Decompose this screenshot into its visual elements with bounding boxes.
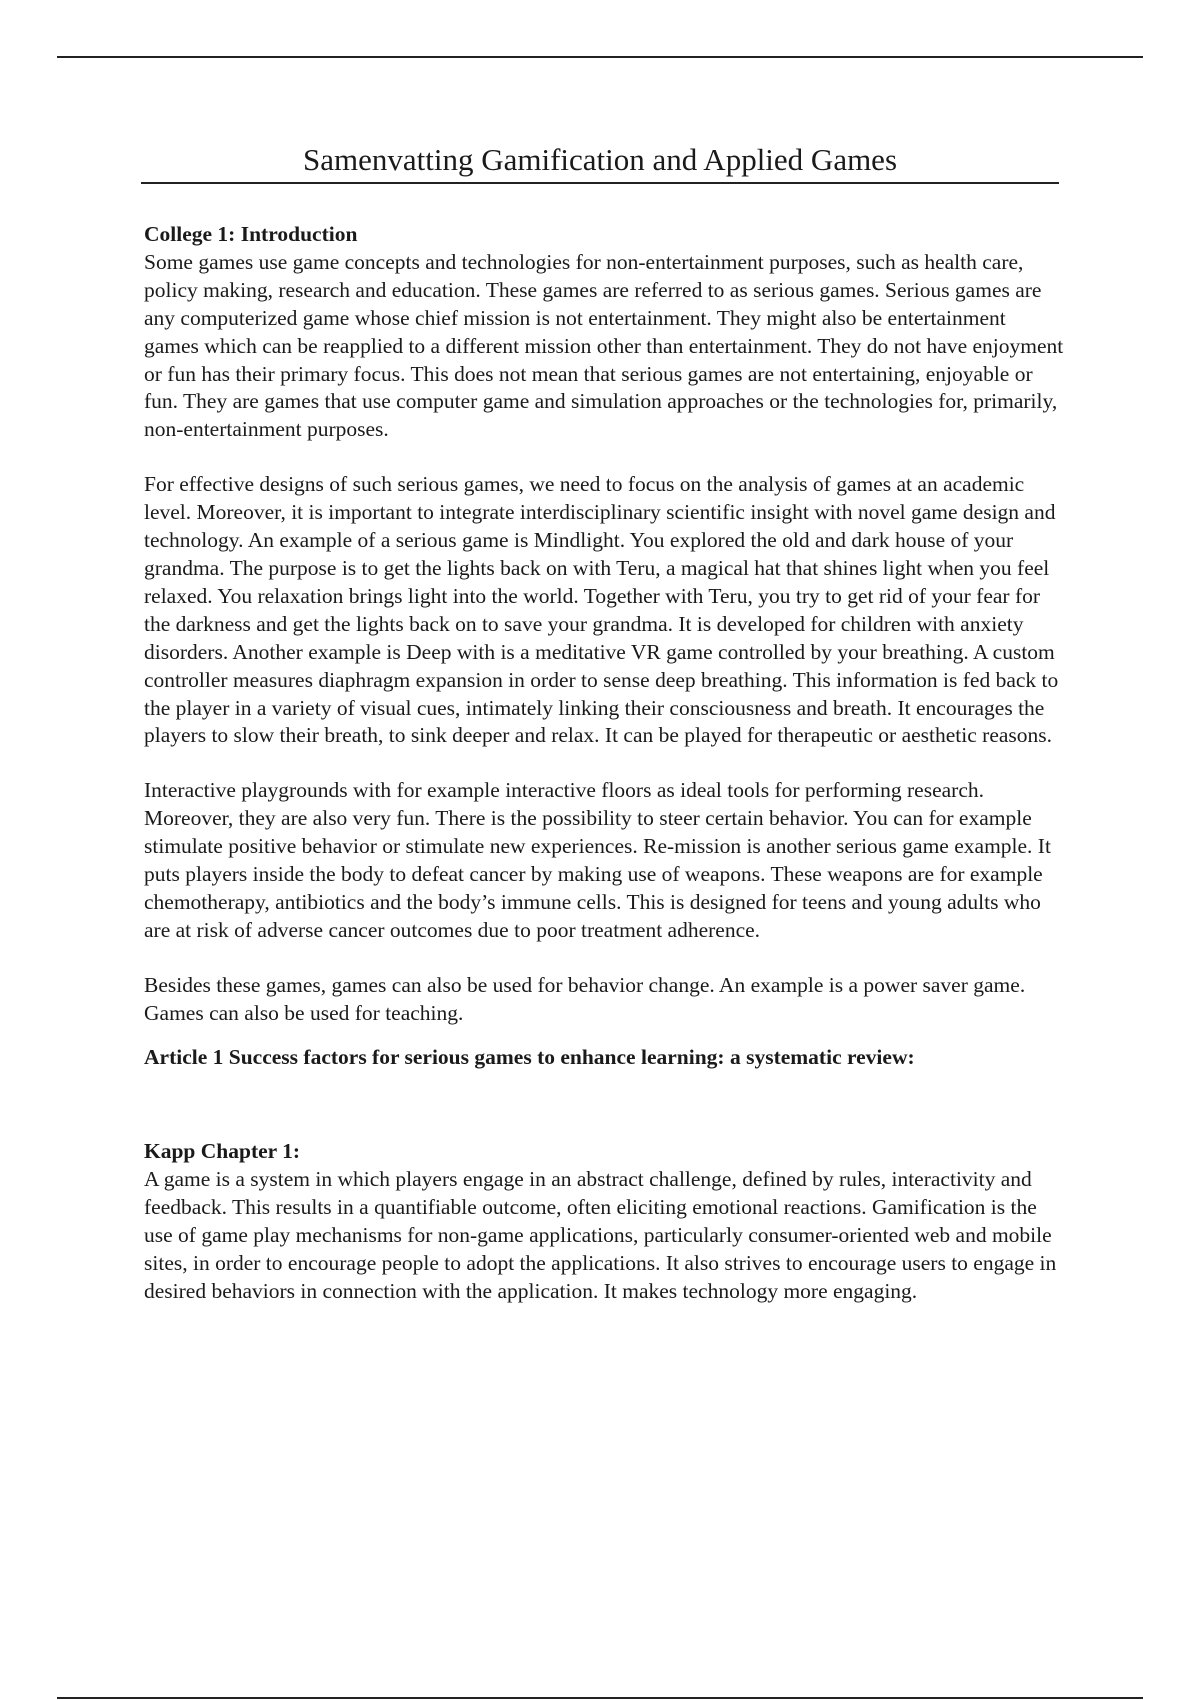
paragraph-college-1-3: Interactive playgrounds with for example interactive floors as ideal tools for performing research. Moreover, they are also very fun. There is the possibility to steer certain behavior. You can for example stimulate positive behavior or stimulate new experiences. Re-mission is another serious game example. It puts players inside the body to defeat cancer by making use of weapons. These weapons are for example chemotherapy, antibiotics and the body’s immune cells. This is designed for teens and young adults who are at risk of adverse cancer outcomes due to poor treatment adherence. [144, 778, 1051, 942]
paragraph-kapp-chapter-1-1: A game is a system in which players engage in an abstract challenge, defined by rules, interactivity and feedback. This results in a quantifiable outcome, often eliciting emotional reactions. Gamification is the use of game play mechanisms for non-game applications, particularly consumer-oriented web and mobile sites, in order to encourage people to adopt the applications. It also strives to encourage users to engage in desired behaviors in connection with the application. It makes technology more engaging. [144, 1167, 1057, 1303]
article-1-empty-space [144, 1071, 1064, 1138]
section-heading-kapp-chapter-1: Kapp Chapter 1: [144, 1139, 301, 1164]
document-title: Samenvatting Gamification and Applied Games [302, 142, 898, 177]
section-article-1 [144, 1044, 1064, 1139]
document-body [144, 221, 1064, 1333]
section-college-1 [144, 221, 1064, 1028]
title-underline [141, 182, 1059, 184]
section-heading-article-1: Article 1 Success factors for serious games to enhance learning: a systematic review: [144, 1044, 915, 1069]
section-heading-college-1: College 1: Introduction [144, 222, 358, 246]
page-top-rule [57, 56, 1143, 58]
paragraph-college-1-1: Some games use game concepts and technologies for non-entertainment purposes, such as health care, policy making, research and education. These games are referred to as serious games. Serious games are any computerized game whose chief mission is not entertainment. They might also be entertainment games which can be reapplied to a different mission other than entertainment. They do not have enjoyment or fun has their primary focus. This does not mean that serious games are not entertaining, enjoyable or fun. They are games that use computer game and simulation approaches or the technologies for, primarily, non-entertainment purposes. [144, 249, 1064, 442]
paragraph-college-1-2: For effective designs of such serious games, we need to focus on the analysis of games at an academic level. Moreover, it is important to integrate interdisciplinary scientific insight with novel game design and technology. An example of a serious game is Mindlight. You explored the old and dark house of your grandma. The purpose is to get the lights back on with Teru, a magical hat that shines light when you feel relaxed. You relaxation brings light into the world. Together with Teru, you try to get rid of your fear for the darkness and get the lights back on to save your grandma. It is developed for children with anxiety disorders. Another example is Deep with is a meditative VR game controlled by your breathing. A custom controller measures diaphragm expansion in order to sense deep breathing. This information is fed back to the player in a variety of visual cues, intimately linking their consciousness and breath. It encourages the players to slow their breath, to sink deeper and relax. It can be played for therapeutic or aesthetic reasons. [144, 472, 1059, 748]
section-kapp-chapter-1 [144, 1138, 1064, 1305]
paragraph-college-1-4: Besides these games, games can also be used for behavior change. An example is a power saver game. Games can also be used for teaching. [144, 972, 1026, 1025]
page-bottom-rule [57, 1697, 1143, 1699]
